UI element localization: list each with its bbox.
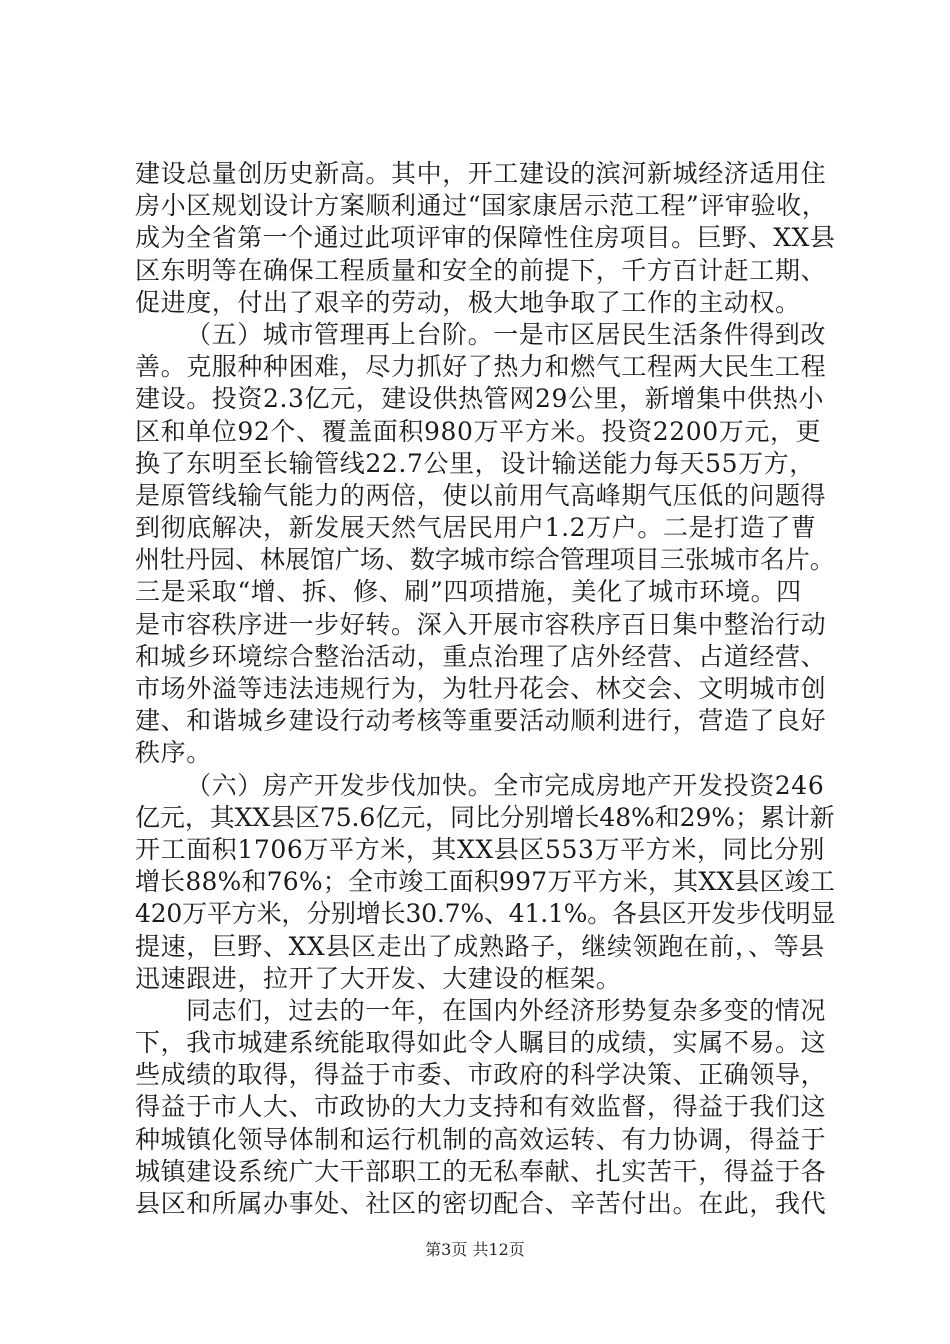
text-line: 迅速跟进，拉开了大开发、大建设的框架。 bbox=[135, 963, 622, 993]
text-line: 是原管线输气能力的两倍，使以前用气高峰期气压低的问题得 bbox=[135, 480, 827, 510]
text-line: （六）房产开发步伐加快。全市完成房地产开发投资246 bbox=[186, 770, 825, 800]
text-line: 城镇建设系统广大干部职工的无私奉献、扎实苦干，得益于各 bbox=[135, 1156, 827, 1186]
text-line: 增长88%和76%；全市竣工面积997万平方米，其XX县区竣工 bbox=[135, 867, 836, 897]
text-line: 县区和所属办事处、社区的密切配合、辛苦付出。在此，我代 bbox=[135, 1189, 827, 1218]
text-line: 善。克服种种困难，尽力抓好了热力和燃气工程两大民生工程 bbox=[135, 352, 827, 382]
text-line: 提速，巨野、XX县区走出了成熟路子，继续领跑在前，、等县 bbox=[135, 931, 825, 961]
text-line: （五）城市管理再上台阶。一是市区居民生活条件得到改 bbox=[186, 319, 827, 349]
text-line: 区东明等在确保工程质量和安全的前提下，千方百计赶工期、 bbox=[135, 255, 827, 285]
text-line: 州牡丹园、林展馆广场、数字城市综合管理项目三张城市名片。 bbox=[135, 545, 835, 575]
text-line: 得益于市人大、市政协的大力支持和有效监督，得益于我们这 bbox=[135, 1092, 827, 1122]
body-text bbox=[135, 158, 835, 1220]
text-line: 市场外溢等违法违规行为，为牡丹花会、林交会、文明城市创 bbox=[135, 674, 827, 703]
text-line: 下，我市城建系统能取得如此令人瞩目的成绩，实属不易。这 bbox=[135, 1028, 827, 1058]
text-line: 换了东明至长输管线22.7公里，设计输送能力每天55万方， bbox=[135, 448, 815, 478]
text-line: 同志们，过去的一年，在国内外经济形势复杂多变的情况 bbox=[186, 995, 827, 1025]
page-footer: 第3页 共12页 bbox=[425, 1240, 525, 1259]
text-line: 亿元，其XX县区75.6亿元，同比分别增长48%和29%；累计新 bbox=[135, 802, 835, 832]
text-line: 是市容秩序进一步好转。深入开展市容秩序百日集中整治行动 bbox=[135, 609, 827, 639]
text-line: 建设总量创历史新高。其中，开工建设的滨河新城经济适用住 bbox=[135, 159, 827, 188]
text-line: 促进度，付出了艰辛的劳动，极大地争取了工作的主动权。 bbox=[135, 287, 801, 317]
text-line: 开工面积1706万平方米，其XX县区553万平方米，同比分别 bbox=[135, 834, 825, 864]
text-line: 420万平方米，分别增长30.7%、41.1%。各县区开发步伐明显 bbox=[135, 899, 836, 929]
text-line: 成为全省第一个通过此项评审的保障性住房项目。巨野、XX县 bbox=[135, 223, 836, 253]
text-line: 房小区规划设计方案顺利通过“国家康居示范工程”评审验收， bbox=[135, 191, 828, 221]
text-line: 种城镇化领导体制和运行机制的高效运转、有力协调，得益于 bbox=[135, 1124, 827, 1154]
text-line: 区和单位92个、覆盖面积980万平方米。投资2200万元，更 bbox=[135, 416, 822, 446]
text-line: 秩序。 bbox=[135, 738, 212, 768]
text-line: 和城乡环境综合整治活动，重点治理了店外经营、占道经营、 bbox=[135, 641, 827, 671]
text-line: 到彻底解决，新发展天然气居民用户1.2万户。二是打造了曹 bbox=[135, 513, 817, 543]
text-line: 建、和谐城乡建设行动考核等重要活动顺利进行，营造了良好 bbox=[135, 706, 827, 736]
text-line: 些成绩的取得，得益于市委、市政府的科学决策、正确领导， bbox=[135, 1060, 827, 1090]
text-line: 建设。投资2.3亿元，建设供热管网29公里，新增集中供热小 bbox=[135, 384, 824, 414]
text-line: 三是采取“增、拆、修、刷”四项措施，美化了城市环境。四 bbox=[135, 577, 802, 607]
